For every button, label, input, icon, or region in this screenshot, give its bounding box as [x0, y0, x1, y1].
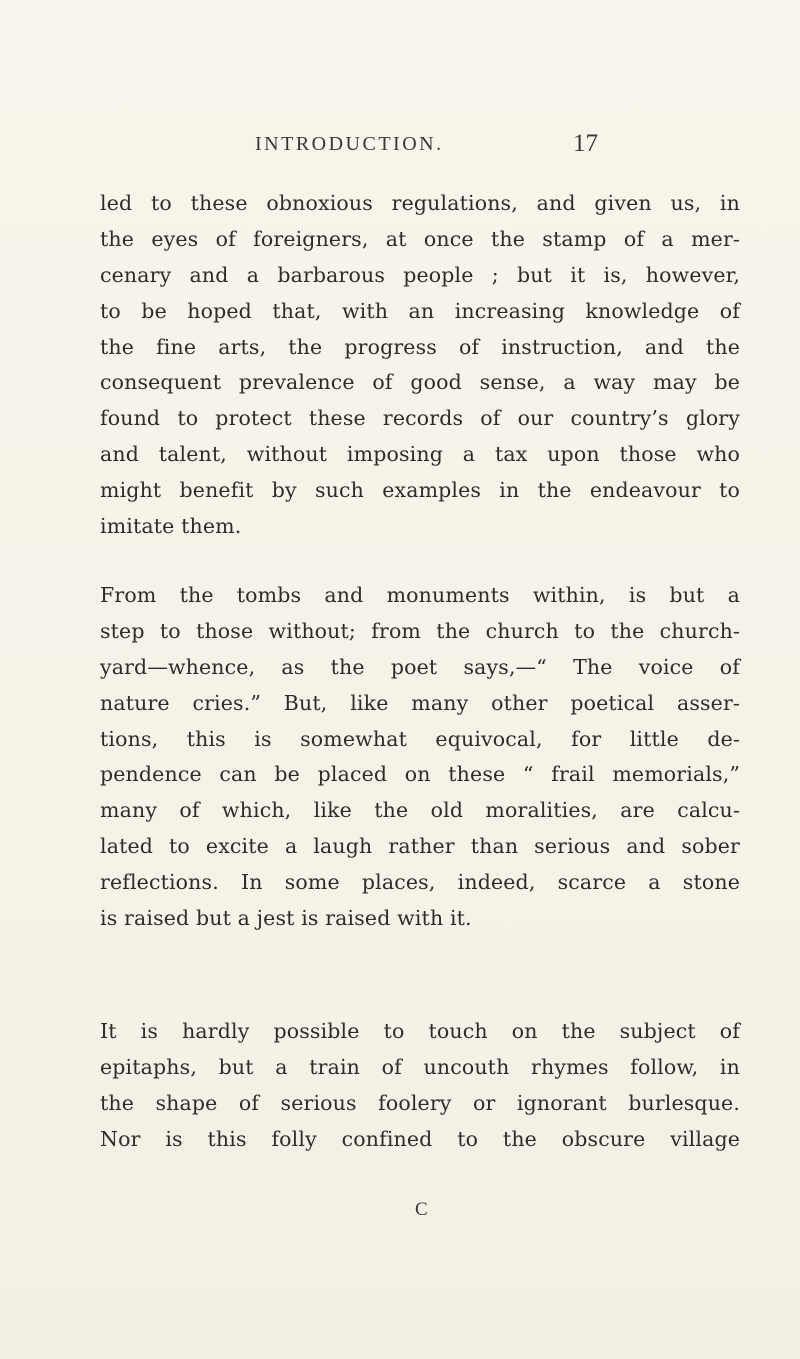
text-line: found to protect these records of our country’s glory [100, 406, 740, 431]
text-line: consequent prevalence of good sense, a way may be [100, 370, 740, 395]
text-line: It is hardly possible to touch on the subject of [100, 1019, 740, 1043]
text-line: yard—whence, as the poet says,—“ The voice of [100, 654, 740, 679]
text-line: led to these obnoxious regulations, and given us, in [100, 191, 740, 215]
signature-mark: C [415, 1199, 428, 1220]
text-line: lated to excite a laugh rather than serious and sober [100, 834, 740, 859]
paragraph-1 [100, 186, 740, 545]
page-number: 17 [573, 130, 598, 157]
text-line: the shape of serious foolery or ignorant burlesque. [100, 1090, 740, 1115]
text-line: Nor is this folly confined to the obscure village [100, 1126, 740, 1151]
paragraph-3 [100, 1014, 740, 1158]
text-line: to be hoped that, with an increasing knowledge of [100, 298, 740, 323]
text-line: many of which, like the old moralities, are calcu- [100, 798, 740, 823]
text-line: nature cries.” But, like many other poetical asser- [100, 690, 740, 715]
text-line: and talent, without imposing a tax upon those who [100, 442, 740, 467]
text-line: imitate them. [100, 514, 242, 539]
text-line: tions, this is somewhat equivocal, for little de- [100, 726, 740, 751]
text-line: step to those without; from the church to the church- [100, 618, 740, 643]
text-line: pendence can be placed on these “ frail memorials,” [100, 762, 740, 787]
paragraph-2 [100, 578, 740, 937]
text-line: the eyes of foreigners, at once the stamp of a mer- [100, 226, 740, 251]
text-line: From the tombs and monuments within, is but a [100, 583, 740, 607]
running-header: INTRODUCTION. [255, 133, 444, 155]
text-line: the fine arts, the progress of instruction, and the [100, 334, 740, 359]
text-line: is raised but a jest is raised with it. [100, 906, 472, 931]
text-line: epitaphs, but a train of uncouth rhymes follow, in [100, 1054, 740, 1079]
text-line: might benefit by such examples in the endeavour to [100, 478, 740, 503]
text-line: reflections. In some places, indeed, scarce a stone [100, 870, 740, 895]
text-line: cenary and a barbarous people ; but it is, however, [100, 262, 740, 287]
